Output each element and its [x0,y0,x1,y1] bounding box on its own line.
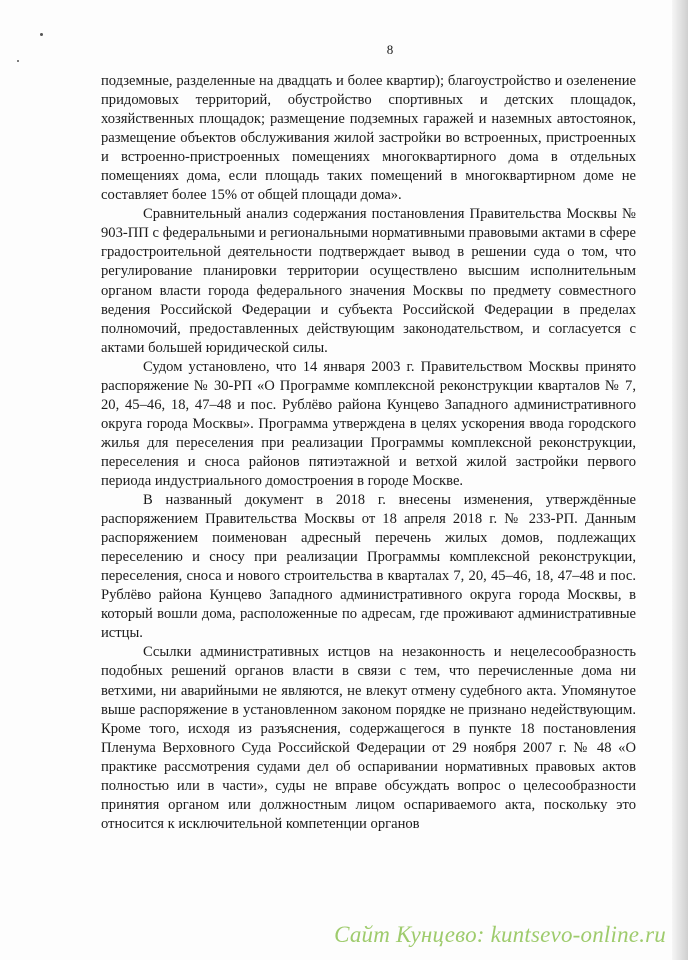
paragraph: В названный документ в 2018 г. внесены изменения, утверждённые распоряжением Правительства Москвы от 18 апреля 2018 г. № 233-РП. Данным распоряжением поименован адресный перечень жилых домов, подлежащих переселению и сносу при реализации Программы комплексной реконструкции, переселения, сноса и нового строительства в кварталах 7, 20, 45–46, 18, 47–48 и пос. Рублёво района Кунцево Западного административного округа города Москвы, в который вошли дома, расположенные по адресам, где проживают административные истцы. [101,492,636,642]
paragraph: подземные, разделенные на двадцать и более квартир); благоустройство и озеленение придомовых территорий, обустройство спортивных и детских площадок, хозяйственных площадок; размещение подземных гаражей и наземных автостоянок, размещение объектов обслуживания жилой застройки во встроенных, пристроенных и встроенно-пристроенных помещениях многоквартирного дома в отдельных помещениях дома, если площадь таких помещений в многоквартирном доме не составляет более 15% от общей площади дома». [101,73,636,204]
page-edge-shadow [672,0,688,960]
site-watermark-link[interactable]: Сайт Кунцево: kuntsevo-online.ru [334,922,666,947]
scan-speck [17,60,19,62]
paragraph: Сравнительный анализ содержания постановления Правительства Москвы № 903-ПП с федеральными и региональными нормативными правовыми актами в сфере градостроительной деятельности подтверждает вывод в решении суда о том, что регулирование планировки территории осуществлено высшим исполнительным органом власти города федерального значения Москвы по предмету совместного ведения Российской Федерации и субъекта Российской Федерации в пределах полномочий, предоставленных действующим законодательством, и согласуется с актами большей юридической силы. [101,206,636,356]
page-number: 8 [386,42,394,57]
scan-speck [40,33,43,36]
paragraph: Судом установлено, что 14 января 2003 г. Правительством Москвы принято распоряжение № 30-РП «О Программе комплексной реконструкции кварталов № 7, 20, 45–46, 18, 47–48 и пос. Рублёво района Кунцево Западного административного округа города Москвы». Программа утверждена в целях ускорения ввода городского жилья для переселения при реализации Программы комплексной реконструкции, переселения и сноса районов пятиэтажной и ветхой жилой застройки первого периода индустриального домостроения в городе Москве. [101,358,636,489]
document-body [101,72,636,834]
paragraph: Ссылки административных истцов на незаконность и нецелесообразность подобных решений органов власти в связи с тем, что перечисленные дома ни ветхими, ни аварийными не являются, не влекут отмену судебного акта. Упомянутое выше распоряжение в установленном законом порядке не признано недействующим. Кроме того, исходя из разъяснения, содержащегося в пункте 18 постановления Пленума Верховного Суда Российской Федерации от 29 ноября 2007 г. № 48 «О практике рассмотрения судами дел об оспаривании нормативных правовых актов полностью или в части», суды не вправе обсуждать вопрос о целесообразности принятия органом или должностным лицом оспариваемого акта, поскольку это относится к исключительной компетенции органов [101,644,636,832]
